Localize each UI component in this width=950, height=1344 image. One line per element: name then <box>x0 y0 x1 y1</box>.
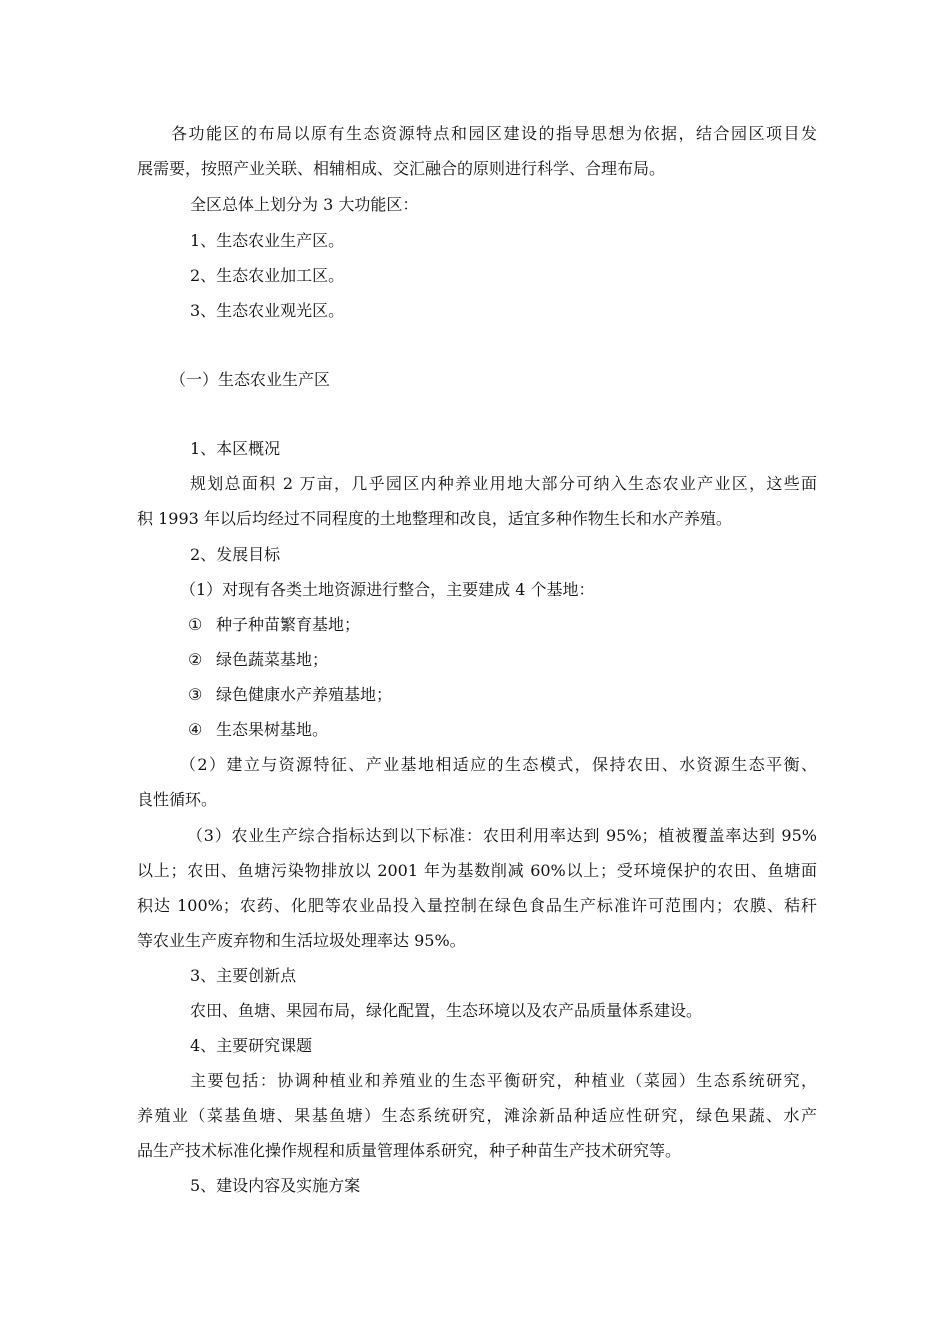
zone-item-3: 3、生态农业观光区。 <box>190 301 345 320</box>
base-item-4 <box>188 719 868 741</box>
subheading-research-topics: 4、主要研究课题 <box>190 1036 313 1055</box>
subheading-construction-plan: 5、建设内容及实施方案 <box>190 1176 361 1195</box>
overview-paragraph-line-2: 积 1993 年以后均经过不同程度的土地整理和改良，适宜多种作物生长和水产养殖。 <box>137 509 732 528</box>
innovations-paragraph: 农田、鱼塘、果园布局，绿化配置，生态环境以及农产品质量体系建设。 <box>190 1001 703 1020</box>
goal-item-1: （1）对现有各类土地资源进行整合，主要建成 4 个基地： <box>180 580 595 599</box>
zone-item-1: 1、生态农业生产区。 <box>190 231 345 250</box>
base-item-text: 绿色健康水产养殖基地； <box>216 685 393 704</box>
research-paragraph-line-1: 主要包括：协调种植业和养殖业的生态平衡研究，种植业（菜园）生态系统研究， <box>190 1071 817 1090</box>
goal-item-2-line-2: 良性循环。 <box>137 790 218 809</box>
overview-paragraph-line-1: 规划总面积 2 万亩，几乎园区内种养业用地大部分可纳入生态农业产业区，这些面 <box>190 474 817 493</box>
goal-item-3-line-2: 以上；农田、鱼塘污染物排放以 2001 年为基数削减 60%以上；受环境保护的农田、鱼塘面 <box>137 861 817 880</box>
base-item-text: 生态果树基地。 <box>216 720 329 739</box>
zone-item-2: 2、生态农业加工区。 <box>190 266 345 285</box>
base-item-number: ② <box>188 650 203 669</box>
subheading-goals: 2、发展目标 <box>190 545 281 564</box>
base-item-number: ③ <box>188 685 203 704</box>
base-item-text: 种子种苗繁育基地； <box>216 615 361 634</box>
subheading-innovations: 3、主要创新点 <box>190 966 297 985</box>
zones-summary: 全区总体上划分为 3 大功能区： <box>190 195 419 214</box>
base-item-number: ④ <box>188 720 203 739</box>
base-item-2 <box>188 649 868 671</box>
intro-paragraph-line-2: 展需要，按照产业关联、相辅相成、交汇融合的原则进行科学、合理布局。 <box>137 159 666 178</box>
base-item-text: 绿色蔬菜基地； <box>216 650 329 669</box>
research-paragraph-line-2: 养殖业（菜基鱼塘、果基鱼塘）生态系统研究，滩涂新品种适应性研究，绿色果蔬、水产 <box>137 1106 817 1125</box>
intro-paragraph-line-1: 各功能区的布局以原有生态资源特点和园区建设的指导思想为依据，结合园区项目发 <box>171 124 817 143</box>
goal-item-3-line-4: 等农业生产废弃物和生活垃圾处理率达 95%。 <box>137 931 466 950</box>
subheading-overview: 1、本区概况 <box>190 439 281 458</box>
research-paragraph-line-3: 品生产技术标准化操作规程和质量管理体系研究，种子种苗生产技术研究等。 <box>137 1141 682 1160</box>
base-item-3 <box>188 684 868 706</box>
goal-item-3-line-3: 积达 100%；农药、化肥等农业品投入量控制在绿色食品生产标准许可范围内；农膜、秸秆 <box>137 896 817 915</box>
goal-item-2-line-1: （2）建立与资源特征、产业基地相适应的生态模式，保持农田、水资源生态平衡、 <box>180 755 817 774</box>
goal-item-3-line-1: （3）农业生产综合指标达到以下标准：农田利用率达到 95%；植被覆盖率达到 95% <box>187 826 817 845</box>
base-item-1 <box>188 614 868 636</box>
section-heading-production-zone: （一）生态农业生产区 <box>170 370 331 389</box>
base-item-number: ① <box>188 615 203 634</box>
